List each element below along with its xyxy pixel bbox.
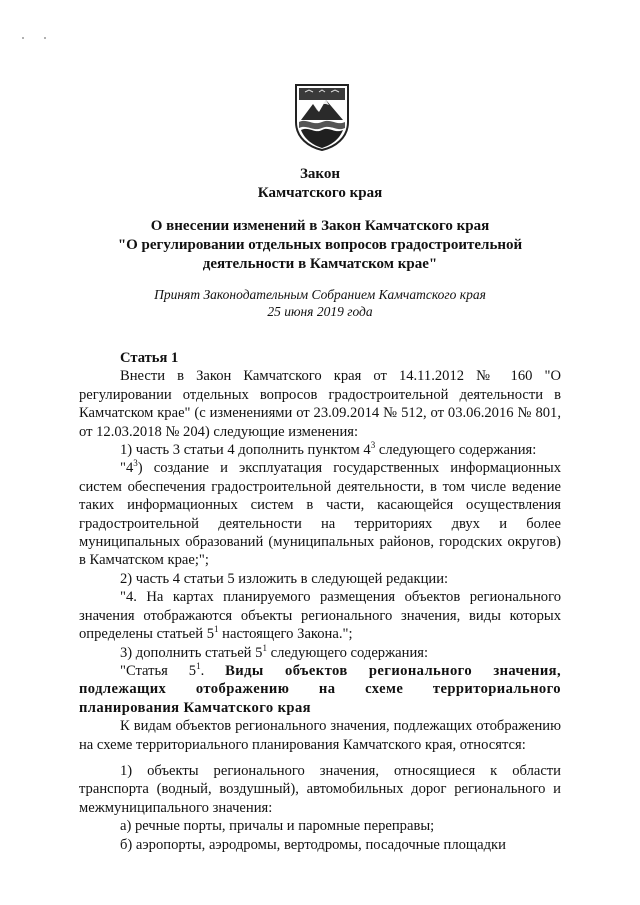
article-heading: Статья 1 [120, 350, 179, 366]
adoption-date: 25 июня 2019 года [267, 304, 373, 319]
text-run: 1) часть 3 статьи 4 дополнить пунктом 4 [120, 442, 371, 459]
law-title-line1: Закон [299, 166, 340, 182]
law-subtitle-line3: деятельности в Камчатском крае" [202, 256, 438, 272]
text-run: следующего содержания: [375, 442, 537, 459]
text-run: . [200, 662, 226, 679]
article-intro: Внести в Закон Камчатского края от 14.11.2012 № 160 "О регулировании отдельных вопросов градостроительной деятельности в Камчатском крае" (с изменениями от 23.09.2014 № 512, от 03.06.2016 № 801, от 12.03.2018 № 204) следующие изменения: [79, 368, 561, 440]
article-51-title: Виды объектов регионального значения, подлежащих отображению на схеме территориального планирования Камчатского края [79, 662, 561, 716]
adoption-note-line1: Принят Законодательным Собранием Камчатского края [154, 287, 486, 302]
text-run: ) создание и эксплуатация государственных информационных систем обеспечения градостроительной деятельности, в том числе ведение таких информационных систем в части, касающейся осуществления градостроительной деятельности на территориях двух и более муниципальных образований (муниципальных районов, городских округов) в Камчатском крае;"; [79, 460, 561, 569]
scan-speck [44, 37, 46, 39]
superscript: 1 [262, 642, 267, 653]
scan-speck [22, 37, 24, 39]
superscript: 3 [133, 458, 138, 469]
text-run: "Статья 5 [120, 662, 197, 679]
amendment-item-2-quote [79, 588, 561, 643]
object-subitem-b: б) аэропорты, аэродромы, вертодромы, посадочные площадки [120, 836, 506, 853]
object-category-1: 1) объекты регионального значения, относящиеся к области транспорта (водный, воздушный), автомобильных дорог регионального и межмуниципального значения: [79, 762, 561, 816]
text-run: 3) дополнить статьей 5 [120, 644, 263, 661]
text-run: настоящего Закона."; [218, 626, 353, 643]
law-subtitle [0, 217, 640, 274]
superscript: 3 [370, 440, 376, 451]
text-run: "4 [120, 460, 134, 477]
amendment-item-2: 2) часть 4 статьи 5 изложить в следующей редакции: [120, 570, 449, 587]
law-title [0, 165, 640, 203]
superscript: 1 [196, 661, 201, 672]
amendment-item-3 [79, 644, 561, 662]
document-body [79, 349, 561, 854]
adoption-note [0, 286, 640, 320]
article-51-heading [79, 662, 561, 717]
amendment-item-1 [79, 441, 561, 459]
superscript: 1 [214, 624, 219, 635]
text-run: следующего содержания: [266, 644, 429, 661]
kamchatka-coat-of-arms-icon [293, 82, 351, 152]
text-run: "4. На картах планируемого размещения объектов регионального значения отображаются объекты регионального значения, виды которых определены статьей 5 [79, 589, 561, 643]
amendment-item-1-quote [79, 459, 561, 569]
object-types-paragraph: К видам объектов регионального значения, подлежащих отображению на схеме территориального планирования Камчатского края, относятся: [79, 718, 561, 753]
object-subitem-a: а) речные порты, причалы и паромные переправы; [120, 818, 435, 835]
law-subtitle-line1: О внесении изменений в Закон Камчатского края [150, 218, 490, 234]
law-subtitle-line2: "О регулировании отдельных вопросов градостроительной [117, 237, 523, 253]
law-title-line2: Камчатского края [257, 185, 383, 201]
